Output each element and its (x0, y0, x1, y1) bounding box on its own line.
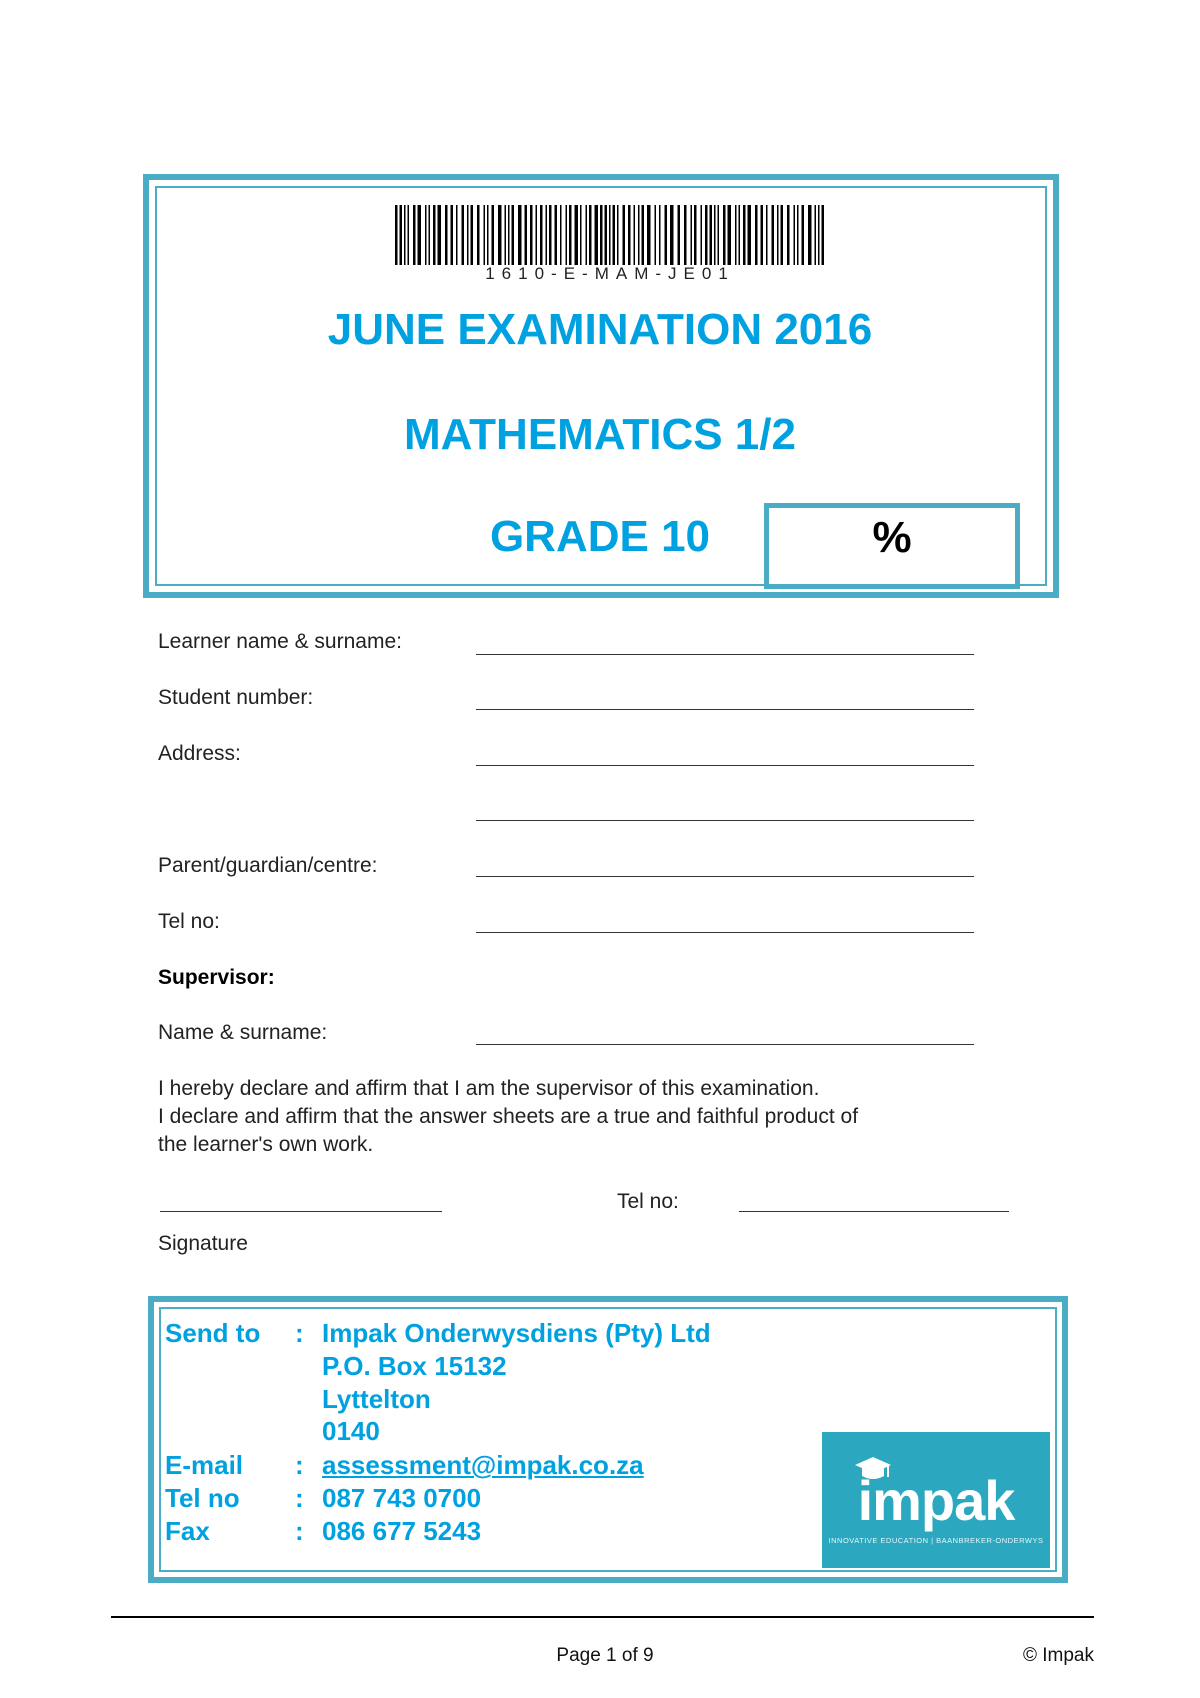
tel-field[interactable] (476, 932, 974, 933)
barcode-bar (580, 205, 582, 265)
barcode-bar (634, 205, 636, 265)
barcode-bar (451, 205, 454, 265)
barcode-bar (684, 205, 687, 265)
barcode-bar (575, 205, 579, 265)
barcode-bar (549, 205, 552, 265)
send-tel-number: 087 743 0700 (322, 1483, 482, 1513)
address-field-line-1[interactable] (476, 765, 974, 766)
barcode-bar (508, 205, 510, 265)
barcode-bar (589, 205, 592, 265)
barcode-bar (560, 205, 562, 265)
barcode-bar (665, 205, 668, 265)
colon: : (295, 1483, 304, 1513)
footer-divider (111, 1616, 1094, 1618)
send-to-label: Send to (165, 1318, 261, 1348)
barcode-bar (586, 205, 588, 265)
exam-title: JUNE EXAMINATION 2016 (327, 305, 873, 354)
barcode-bar (546, 205, 548, 265)
fax-label: Fax (165, 1516, 210, 1546)
address-label: Address: (158, 742, 241, 765)
tel-label: Tel no: (158, 910, 220, 933)
barcode-bar (808, 205, 812, 265)
barcode-bar (670, 205, 674, 265)
student-number-field[interactable] (476, 709, 974, 710)
barcode-bar (413, 205, 416, 265)
copyright: © Impak (1022, 1645, 1094, 1666)
email-link[interactable]: assessment@impak.co.za (322, 1450, 644, 1480)
barcode-bar (609, 205, 611, 265)
declaration-line: I hereby declare and affirm that I am the supervisor of this examination. (158, 1077, 820, 1100)
barcode-bar (540, 205, 543, 265)
barcode-bar (498, 205, 502, 265)
barcode-bar (818, 205, 820, 265)
exam-grade: GRADE 10 (489, 512, 711, 561)
barcode-bar (462, 205, 465, 265)
barcode-bar (429, 205, 431, 265)
barcode-bar (638, 205, 640, 265)
barcode-bar (694, 205, 697, 265)
supervisor-tel-field[interactable] (739, 1211, 1009, 1212)
barcode-bar (433, 205, 436, 265)
barcode-bar (445, 205, 448, 265)
barcode-bar (613, 205, 616, 265)
parent-guardian-label: Parent/guardian/centre: (158, 854, 378, 877)
barcode-bar (723, 205, 726, 265)
barcode-bar (710, 205, 713, 265)
barcode-bar (605, 205, 608, 265)
barcode-bar (456, 205, 458, 265)
barcode-bar (659, 205, 661, 265)
barcode-bar (701, 205, 703, 265)
barcode-bar (728, 205, 732, 265)
learner-name-field[interactable] (476, 654, 974, 655)
barcode-text: 1610-E-MAM-JE01 (485, 264, 735, 283)
barcode-bar (425, 205, 427, 265)
barcode-bar (718, 205, 720, 265)
barcode-bar (739, 205, 741, 265)
barcode-bar (678, 205, 681, 265)
barcode-bar (536, 205, 538, 265)
parent-guardian-field[interactable] (476, 876, 974, 877)
supervisor-heading: Supervisor: (158, 966, 275, 989)
barcode-bar (471, 205, 474, 265)
barcode-bar (530, 205, 533, 265)
barcode-bar (518, 205, 522, 265)
send-tel-label: Tel no (165, 1483, 240, 1513)
barcode-bar (781, 205, 784, 265)
barcode-bar (655, 205, 657, 265)
barcode-bar (777, 205, 779, 265)
barcode-bar (797, 205, 799, 265)
barcode-bar (647, 205, 651, 265)
barcode-bar (714, 205, 716, 265)
barcode-bar (400, 205, 403, 265)
supervisor-name-field[interactable] (476, 1044, 974, 1045)
learner-name-label: Learner name & surname: (158, 630, 402, 653)
barcode-bar (569, 205, 572, 265)
barcode-bar (735, 205, 737, 265)
email-label: E-mail (165, 1450, 244, 1480)
address-line: P.O. Box 15132 (322, 1351, 507, 1381)
barcode-bar (815, 205, 817, 265)
colon: : (295, 1318, 304, 1348)
signature-field[interactable] (160, 1211, 442, 1212)
page-number: Page 1 of 9 (556, 1645, 654, 1666)
logo-tagline: INNOVATIVE EDUCATION | BAANBREKER-ONDERWYS (828, 1536, 1044, 1545)
address-line: Impak Onderwysdiens (Pty) Ltd (322, 1318, 711, 1348)
declaration-line: I declare and affirm that the answer sheets are a true and faithful product of (158, 1105, 859, 1128)
barcode-bar (628, 205, 631, 265)
barcode-bar (595, 205, 599, 265)
barcode-bar (404, 205, 406, 265)
barcode-bar (600, 205, 603, 265)
barcode-bar (822, 205, 825, 265)
student-number-label: Student number: (158, 686, 314, 709)
barcode-bar (525, 205, 528, 265)
barcode-bar (617, 205, 619, 265)
address-line: Lyttelton (322, 1384, 431, 1414)
barcode-bar (766, 205, 768, 265)
barcode-bar (755, 205, 758, 265)
barcode-bar (772, 205, 775, 265)
declaration-line: the learner's own work. (158, 1133, 374, 1156)
barcode-bar (748, 205, 752, 265)
barcode-bar (492, 205, 495, 265)
logo-wordmark: impak (857, 1469, 1015, 1532)
fax-number: 086 677 5243 (322, 1516, 482, 1546)
supervisor-name-label: Name & surname: (158, 1021, 328, 1044)
barcode-bar (691, 205, 693, 265)
barcode-bar (623, 205, 626, 265)
barcode-bar (408, 205, 410, 265)
barcode-bar (438, 205, 442, 265)
supervisor-tel-label: Tel no: (617, 1190, 679, 1213)
barcode-bar (505, 205, 507, 265)
declaration-text (158, 1075, 998, 1159)
barcode-bar (787, 205, 790, 265)
colon: : (295, 1450, 304, 1480)
address-field-line-2[interactable] (476, 820, 974, 821)
address-line: 0140 (322, 1416, 380, 1446)
barcode-bar (555, 205, 558, 265)
percent-symbol: % (872, 513, 912, 562)
barcode-bar (467, 205, 469, 265)
barcode-bar (566, 205, 568, 265)
signature-label: Signature (158, 1232, 248, 1255)
barcode-bar (743, 205, 746, 265)
barcode-bar (484, 205, 486, 265)
barcode-bar (705, 205, 708, 265)
barcode-bar (794, 205, 796, 265)
barcode-bar (642, 205, 645, 265)
barcode-bar (761, 205, 764, 265)
barcode-bar (802, 205, 805, 265)
barcode (395, 205, 825, 265)
barcode-bar (512, 205, 515, 265)
exam-subject: MATHEMATICS 1/2 (404, 410, 796, 459)
barcode-bar (395, 205, 398, 265)
colon: : (295, 1516, 304, 1546)
barcode-bar (487, 205, 489, 265)
barcode-bar (477, 205, 480, 265)
barcode-bar (418, 205, 422, 265)
